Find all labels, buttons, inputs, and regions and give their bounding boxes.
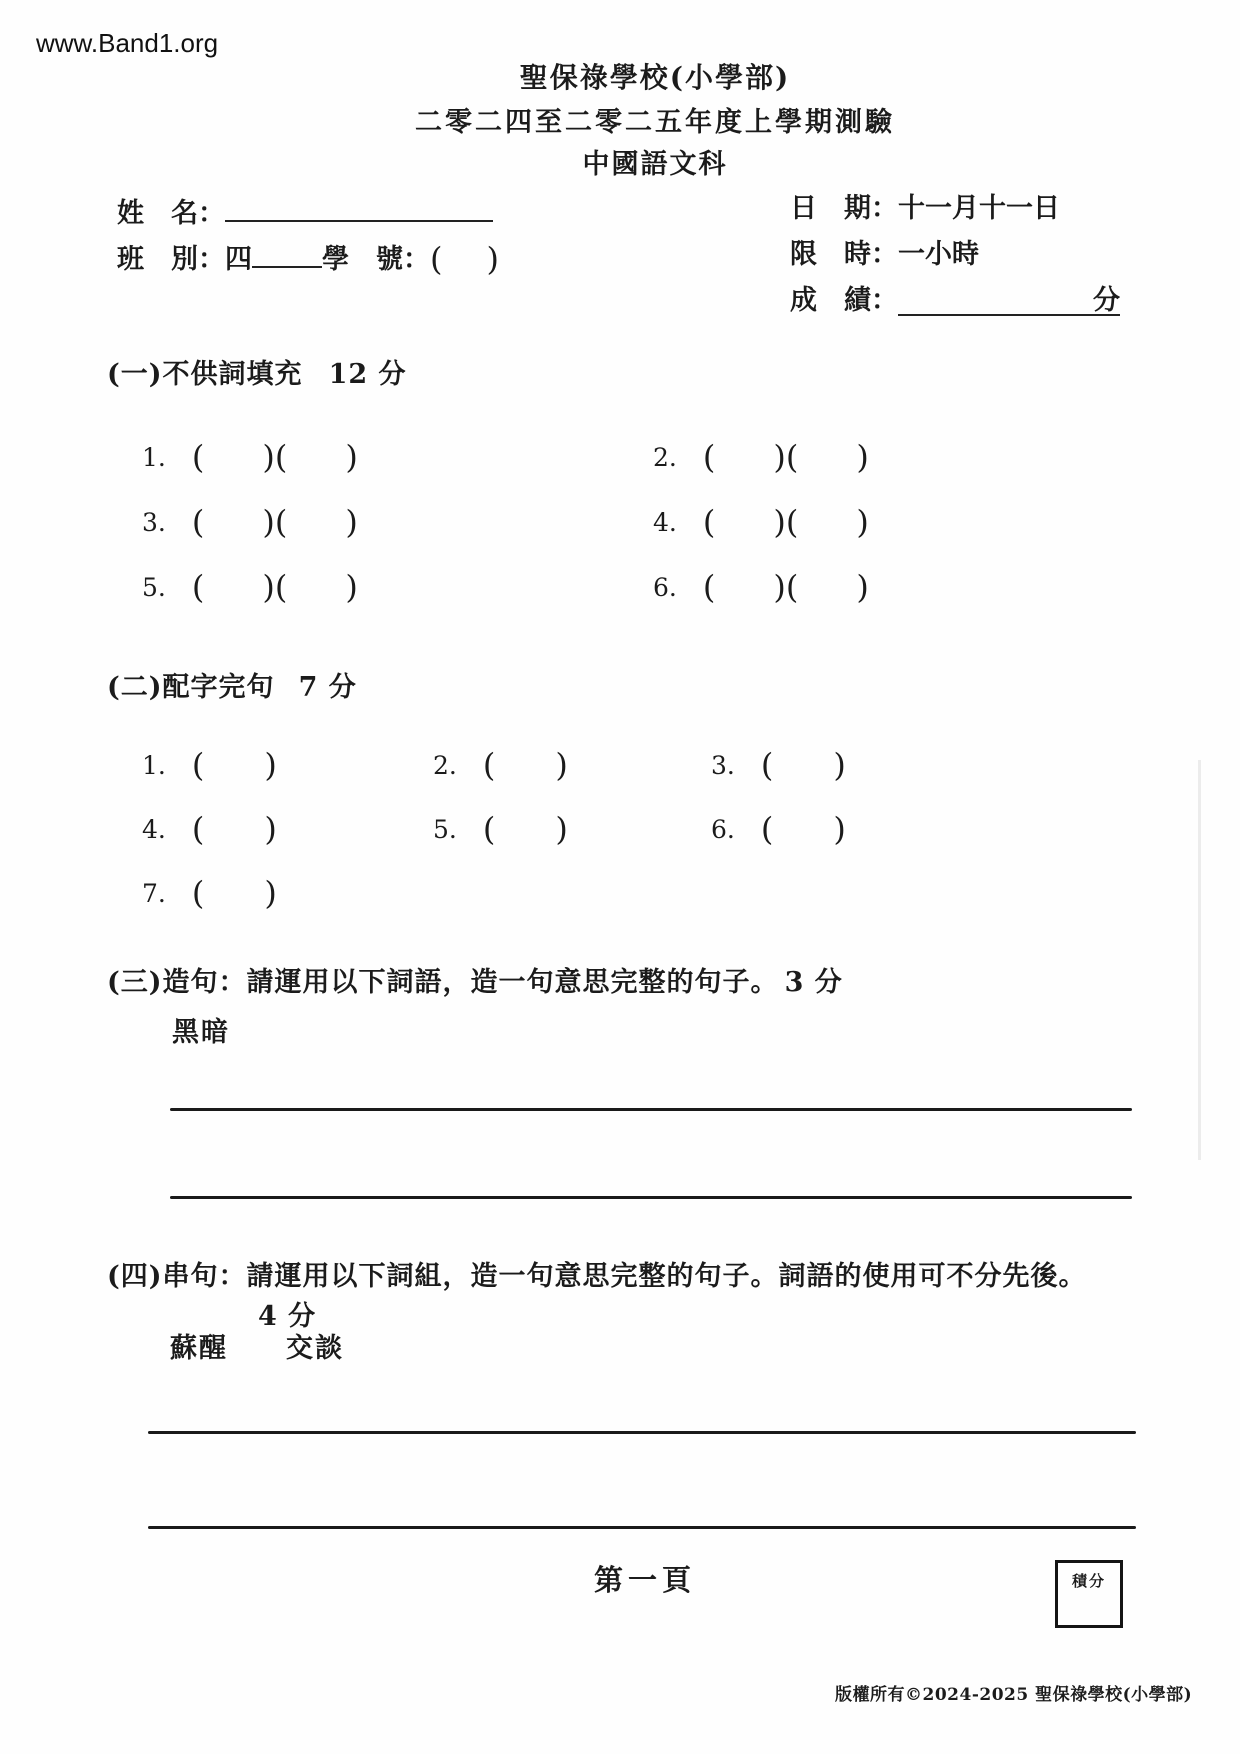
open-paren: ( (785, 438, 799, 476)
close-paren: ) (262, 503, 275, 541)
section2-title (107, 665, 357, 704)
section1-label: (一)不供詞填充 (107, 359, 303, 390)
open-paren: ( (482, 746, 496, 784)
section1-title (107, 352, 407, 391)
close-paren: ) (773, 438, 786, 476)
score-box (1055, 1560, 1123, 1628)
class-label: 班 別： (117, 244, 225, 275)
open-paren: ( (760, 810, 774, 848)
section4-marks: 4 分 (258, 1301, 317, 1332)
close-paren: ) (833, 810, 846, 848)
open-paren: ( (702, 503, 716, 541)
name-field (117, 192, 493, 231)
date-label: 日 期： (790, 193, 898, 224)
close-paren: ) (555, 810, 568, 848)
item-number: 6. (653, 573, 677, 602)
name-blank (225, 192, 493, 222)
open-paren: ( (760, 746, 774, 784)
close-paren: ) (345, 568, 358, 606)
date-field (790, 192, 1060, 226)
close-paren: ) (264, 746, 277, 784)
class-blank (252, 238, 322, 268)
close-paren: ) (773, 503, 786, 541)
duration-label: 限 時： (790, 239, 898, 270)
date-value: 十一月十一日 (898, 193, 1060, 224)
copyright-notice: 版權所有©2024-2025 聖保祿學校(小學部) (835, 1685, 1193, 1705)
open-paren: ( (702, 568, 716, 606)
item-number: 3. (711, 751, 735, 780)
answer-line (148, 1431, 1136, 1434)
s1-item-4 (653, 503, 869, 540)
open-paren: ( (191, 810, 205, 848)
open-paren: ( (191, 438, 205, 476)
close-paren: ) (262, 438, 275, 476)
close-paren: ) (856, 503, 869, 541)
open-paren: ( (274, 503, 288, 541)
open-paren: ( (430, 240, 443, 278)
exam-term: 二零二四至二零二五年度上學期測驗 (415, 107, 895, 138)
item-number: 3. (142, 508, 166, 537)
s1-item-1 (142, 438, 358, 475)
section3-word: 黑暗 (172, 1017, 230, 1048)
score-blank (898, 284, 1120, 316)
item-number: 2. (653, 443, 677, 472)
s1-item-5 (142, 568, 358, 605)
section4-title (107, 1254, 1087, 1293)
open-paren: ( (702, 438, 716, 476)
open-paren: ( (785, 503, 799, 541)
duration-value: 一小時 (898, 239, 979, 270)
open-paren: ( (785, 568, 799, 606)
s2-item-7 (142, 874, 277, 911)
s2-item-6 (711, 810, 846, 847)
score-box-label: 積分 (1071, 1572, 1106, 1590)
open-paren: ( (191, 503, 205, 541)
close-paren: ) (486, 240, 499, 278)
score-field (790, 284, 1120, 318)
s2-item-4 (142, 810, 277, 847)
close-paren: ) (345, 503, 358, 541)
close-paren: ) (345, 438, 358, 476)
duration-field (790, 238, 979, 272)
section4-word-2: 交談 (286, 1333, 344, 1364)
open-paren: ( (191, 746, 205, 784)
class-prefill: 四 (225, 244, 252, 275)
section3-label: (三)造句：請運用以下詞語，造一句意思完整的句子。 (107, 967, 779, 998)
section4-label: (四)串句：請運用以下詞組，造一句意思完整的句子。詞語的使用可不分先後。 (107, 1261, 1087, 1292)
student-no-label: 學 號： (322, 244, 430, 275)
item-number: 1. (142, 443, 166, 472)
open-paren: ( (482, 810, 496, 848)
answer-line (170, 1108, 1132, 1111)
open-paren: ( (274, 438, 288, 476)
close-paren: ) (773, 568, 786, 606)
section4-word-1: 蘇醒 (170, 1333, 228, 1364)
s1-item-6 (653, 568, 869, 605)
s2-item-1 (142, 746, 277, 783)
item-number: 4. (653, 508, 677, 537)
open-paren: ( (274, 568, 288, 606)
close-paren: ) (555, 746, 568, 784)
page-number: 第一頁 (594, 1563, 697, 1597)
class-field (117, 238, 499, 277)
section3-title (107, 960, 843, 999)
section2-marks: 7 分 (298, 672, 357, 703)
section4-words (170, 1326, 344, 1365)
close-paren: ) (856, 568, 869, 606)
open-paren: ( (191, 568, 205, 606)
school-name: 聖保祿學校(小學部) (519, 61, 791, 94)
scan-artifact (1198, 760, 1201, 1160)
watermark: www.Band1.org (36, 28, 219, 58)
item-number: 6. (711, 815, 735, 844)
score-label: 成 績： (790, 285, 898, 316)
s2-item-3 (711, 746, 846, 783)
s1-item-3 (142, 503, 358, 540)
item-number: 7. (142, 879, 166, 908)
item-number: 5. (142, 573, 166, 602)
close-paren: ) (856, 438, 869, 476)
close-paren: ) (833, 746, 846, 784)
section1-marks: 12 分 (328, 359, 407, 390)
name-label: 姓 名： (117, 198, 225, 229)
s2-item-2 (433, 746, 568, 783)
close-paren: ) (264, 810, 277, 848)
close-paren: ) (264, 874, 277, 912)
exam-subject: 中國語文科 (582, 149, 728, 180)
close-paren: ) (262, 568, 275, 606)
answer-line (170, 1196, 1132, 1199)
s2-item-5 (433, 810, 568, 847)
s1-item-2 (653, 438, 869, 475)
item-number: 4. (142, 815, 166, 844)
answer-line (148, 1526, 1136, 1529)
open-paren: ( (191, 874, 205, 912)
item-number: 2. (433, 751, 457, 780)
score-unit: 分 (1093, 285, 1120, 316)
item-number: 5. (433, 815, 457, 844)
section2-label: (二)配字完句 (107, 672, 275, 703)
section3-marks: 3 分 (784, 967, 843, 998)
item-number: 1. (142, 751, 166, 780)
